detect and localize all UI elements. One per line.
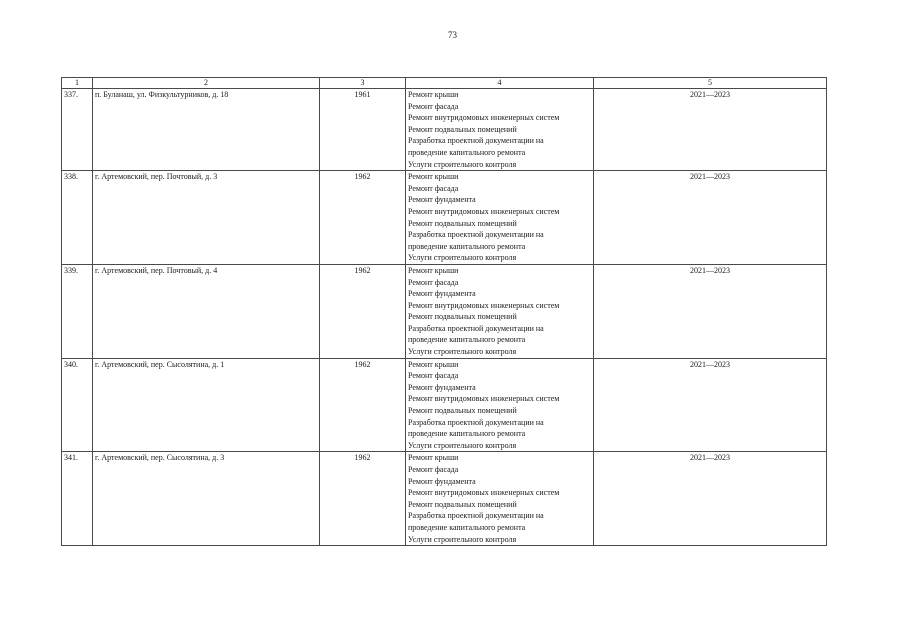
building-address: г. Артемовский, пер. Почтовый, д. 4: [93, 264, 320, 358]
row-number: 341.: [62, 452, 93, 546]
repair-schedule-table: [61, 77, 827, 546]
construction-year: 1962: [320, 171, 406, 265]
repair-work-item: Ремонт подвальных помещений: [408, 124, 517, 134]
repair-period: 2021—2023: [594, 89, 827, 171]
repair-work-item: проведение капитального ремонта: [408, 147, 526, 157]
repair-work-item: Ремонт подвальных помещений: [408, 312, 517, 322]
repair-work-item: Услуги строительного контроля: [408, 347, 517, 357]
table-row: [62, 452, 827, 546]
repair-work-item: Ремонт крыши: [408, 453, 459, 463]
repair-work-item: Ремонт крыши: [408, 90, 459, 99]
repair-work-item: Услуги строительного контроля: [408, 159, 517, 169]
repair-work-item: Ремонт фасада: [408, 371, 459, 381]
repair-work-item: Ремонт внутридомовых инженерных систем: [408, 300, 560, 310]
building-address: г. Артемовский, пер. Сысолятина, д. 3: [93, 452, 320, 546]
repair-work-item: Разработка проектной документации на: [408, 417, 544, 427]
repair-work-item: Ремонт фундамента: [408, 289, 476, 299]
table-row: [62, 171, 827, 265]
column-header-1: 1: [62, 78, 93, 89]
repair-works-list: [406, 89, 594, 171]
repair-work-item: Ремонт подвальных помещений: [408, 218, 517, 228]
row-number: 339.: [62, 264, 93, 358]
repair-work-item: Услуги строительного контроля: [408, 253, 517, 263]
row-number: 340.: [62, 358, 93, 452]
repair-work-item: Ремонт подвальных помещений: [408, 499, 517, 509]
repair-works-list: [406, 358, 594, 452]
repair-period: 2021—2023: [594, 452, 827, 546]
repair-work-item: Ремонт крыши: [408, 265, 459, 275]
repair-work-item: Ремонт фундамента: [408, 195, 476, 205]
row-number: 337.: [62, 89, 93, 171]
repair-work-item: Ремонт фундамента: [408, 382, 476, 392]
repair-works-list: [406, 452, 594, 546]
construction-year: 1962: [320, 264, 406, 358]
column-number-row: [62, 78, 827, 89]
repair-work-item: Ремонт внутридомовых инженерных систем: [408, 488, 560, 498]
repair-work-item: Разработка проектной документации на: [408, 230, 544, 240]
repair-work-item: Ремонт подвальных помещений: [408, 406, 517, 416]
building-address: г. Артемовский, пер. Почтовый, д. 3: [93, 171, 320, 265]
repair-work-item: Ремонт фасада: [408, 277, 459, 287]
column-header-3: 3: [320, 78, 406, 89]
repair-work-item: проведение капитального ремонта: [408, 241, 526, 251]
repair-work-item: Ремонт фасада: [408, 465, 459, 474]
repair-period: 2021—2023: [594, 264, 827, 358]
repair-work-item: Ремонт внутридомовых инженерных систем: [408, 113, 560, 123]
construction-year: 1961: [320, 89, 406, 171]
repair-work-item: Ремонт фасада: [408, 183, 459, 193]
table-row: [62, 358, 827, 452]
construction-year: 1962: [320, 452, 406, 546]
repair-work-item: Разработка проектной документации на: [408, 323, 544, 333]
page-number: 73: [448, 30, 457, 40]
repair-work-item: Разработка проектной документации на: [408, 136, 544, 146]
repair-works-list: [406, 171, 594, 265]
repair-work-item: проведение капитального ремонта: [408, 335, 526, 345]
repair-period: 2021—2023: [594, 358, 827, 452]
repair-work-item: Ремонт фасада: [408, 101, 459, 111]
repair-work-item: Ремонт внутридомовых инженерных систем: [408, 394, 560, 404]
table-row: [62, 264, 827, 358]
repair-work-item: проведение капитального ремонта: [408, 522, 526, 532]
repair-work-item: Ремонт фундамента: [408, 476, 476, 486]
repair-work-item: проведение капитального ремонта: [408, 429, 526, 439]
repair-work-item: Ремонт внутридомовых инженерных систем: [408, 206, 560, 216]
column-header-2: 2: [93, 78, 320, 89]
repair-work-item: Разработка проектной документации на: [408, 511, 544, 521]
table-row: [62, 89, 827, 171]
column-header-4: 4: [406, 78, 594, 89]
building-address: п. Буланаш, ул. Физкультурников, д. 18: [93, 89, 320, 171]
repair-work-item: Ремонт крыши: [408, 359, 459, 369]
repair-works-list: [406, 264, 594, 358]
column-header-5: 5: [594, 78, 827, 89]
building-address: г. Артемовский, пер. Сысолятина, д. 1: [93, 358, 320, 452]
repair-work-item: Услуги строительного контроля: [408, 440, 517, 450]
row-number: 338.: [62, 171, 93, 265]
repair-period: 2021—2023: [594, 171, 827, 265]
construction-year: 1962: [320, 358, 406, 452]
repair-work-item: Ремонт крыши: [408, 172, 459, 182]
repair-work-item: Услуги строительного контроля: [408, 534, 517, 544]
